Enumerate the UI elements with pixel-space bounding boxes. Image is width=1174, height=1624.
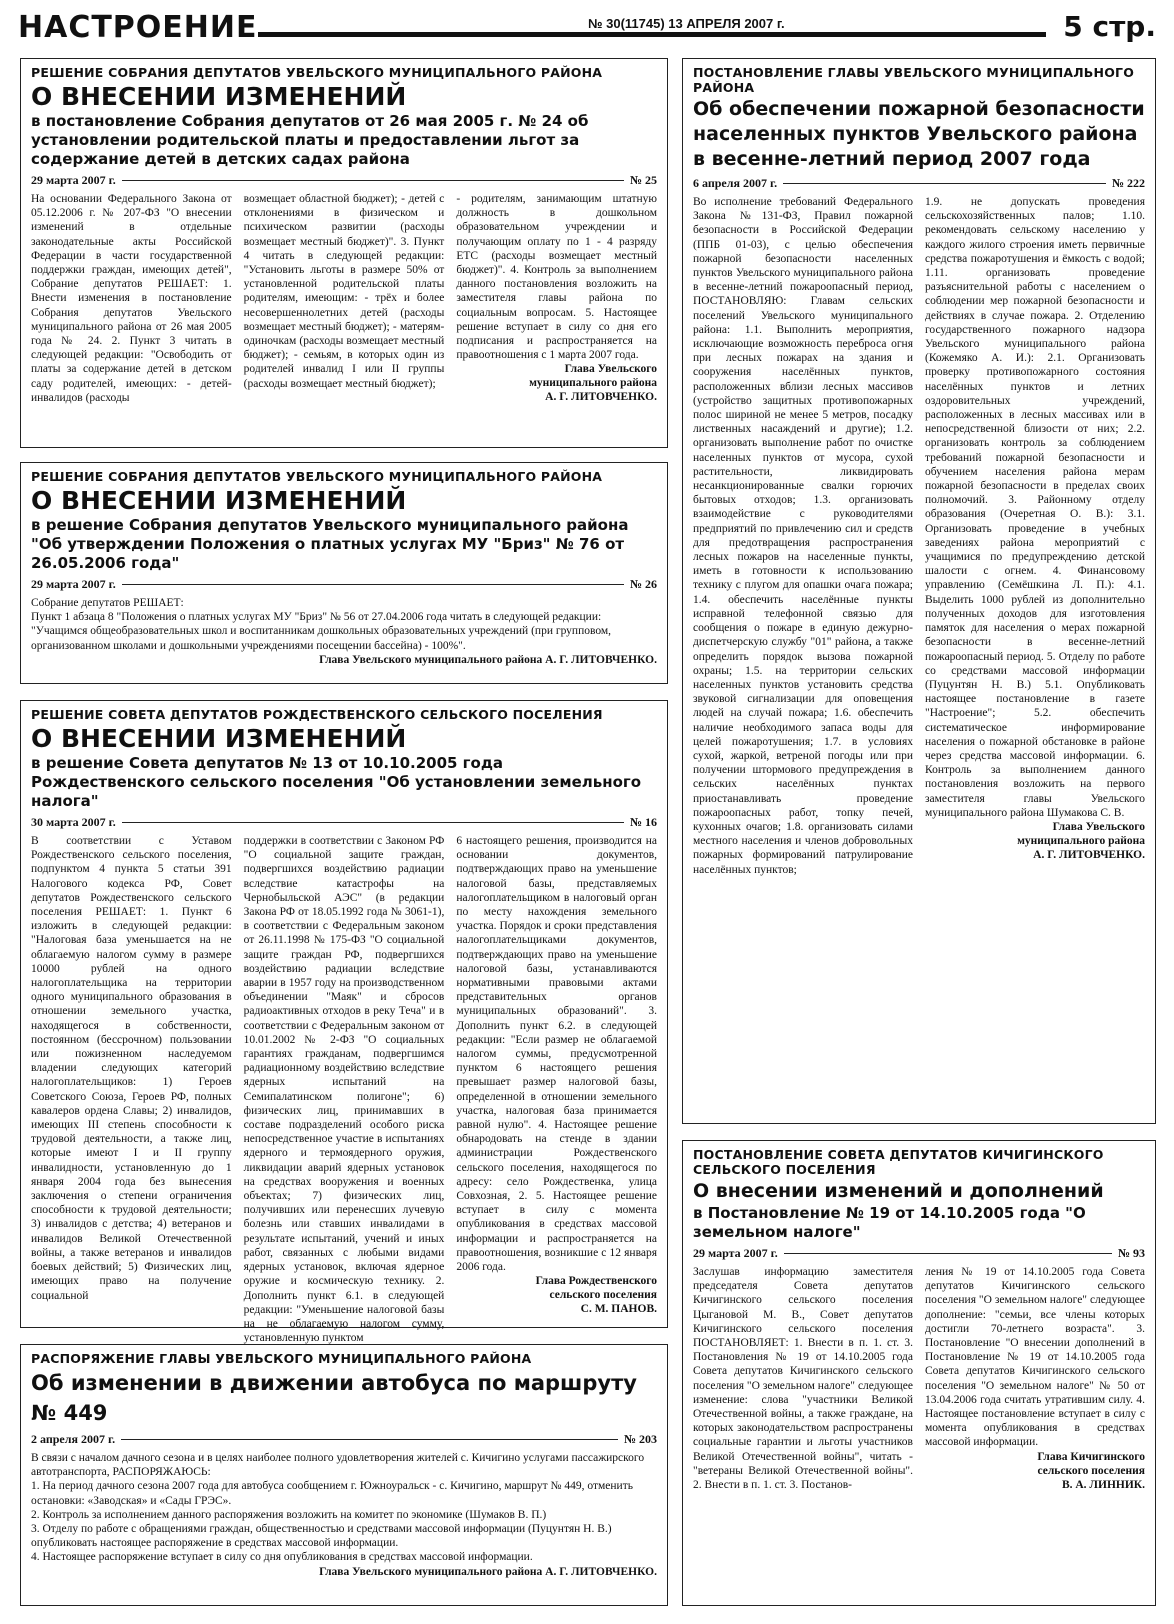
body-column [925, 195, 1145, 877]
article-subtitle: в Постановление № 19 от 14.10.2005 года "О земельном налоге" [693, 1204, 1086, 1241]
header-rule [258, 32, 1046, 37]
signature-line: сельского поселения [1037, 1464, 1145, 1477]
article-title: О ВНЕСЕНИИ ИЗМЕНЕНИЙ [31, 82, 407, 111]
signature [456, 1274, 657, 1316]
article-subtitle: в постановление Собрания депутатов от 26 мая 2005 г. № 24 об установлении родительской платы и предоставлении льгот за содержание детей в детских садах района [31, 112, 589, 168]
article-subtitle: в решение Собрания депутатов Увельского муниципального района "Об утверждении Положения о платных услугах МУ "Бриз" № 76 от 26.05.2006 года" [31, 516, 629, 572]
article-title: О ВНЕСЕНИИ ИЗМЕНЕНИЙ [31, 724, 407, 753]
body-column: Заслушав информацию заместителя председателя Совета депутатов Кичигинского сельского поселения Цыгановой М. В., Совет депутатов Кичигинского сельского поселения ПОСТАНОВЛЯЕТ: 1. Внести в п. 1. ст. 3. Постановления № 19 от 14.10.2005 года Совета депутатов Кичигинского сельского поселения "О земельном налоге" следующее изменение: слова "участники Великой Отечественной войны, а также граждане, на которых законодательством распространены социальные гарантии и льготы участников Великой Отечественной войны", читать - "ветераны Великой Отечественной войны". 2. Внести в п. 1. ст. 3. Постанов- [693, 1266, 913, 1492]
article-parental-fee [20, 58, 668, 448]
body-column: поддержки в соответствии с Законом РФ "О социальной защите граждан, подвергшихся воздействию радиации вследствие катастрофы на Чернобыльской АЭС" (в редакции Закона РФ от 18.05.1992 года № 3061-1), в соответствии с Федеральным законом от 26.11.1998 № 175-ФЗ "О социальной защите граждан РФ, подвергшихся воздействию радиации вследствие аварии в 1957 году на производственном объединении "Маяк" и сбросов радиоактивных отходов в реку Теча" и в соответствии с Федеральным законом от 10.01.2002 № 2-ФЗ "О социальных гарантиях гражданам, подвергшимся радиационному воздействию вследствие ядерных испытаний на Семипалатинском полигоне"; 6) физических лиц, принимавших в составе подразделений особого риска непосредственное участие в испытаниях ядерного и термоядерного оружия, ликвидации аварий ядерных установок на средствах вооружения и военных объектах; 7) физических лиц, получивших или перенесших лучевую болезнь или ставших инвалидами в результате испытаний, учений и иных работ, связанных с любыми видами ядерных установок, включая ядерное оружие и космическую технику. 2. Дополнить пункт 6.1. в следующей редакции: "Уменьшение налоговой базы на не облагаемую налогом сумму, установленную пунктом [243, 835, 445, 1345]
article-body [31, 192, 657, 405]
article-number: № 25 [629, 173, 657, 187]
article-number: № 93 [1117, 1246, 1145, 1260]
article-number: № 26 [629, 577, 657, 591]
article-date: 29 марта 2007 г. [31, 173, 116, 187]
article-subtitle: в решение Совета депутатов № 13 от 10.10.2005 года Рождественского сельского поселения "Об установлении земельного налога" [31, 754, 642, 810]
dateline [693, 176, 1145, 191]
signature [925, 820, 1145, 862]
signature-line: С. М. ПАНОВ. [580, 1303, 657, 1316]
article-bus-route-449 [20, 1344, 668, 1606]
article-body [693, 195, 1145, 877]
body-text: - родителям, занимающим штатную должность в дошкольном образовательном учреждении и получающим оплату по 1 - 4 разряду ЕТС (расходы возмещает местный бюджет)". 4. Контроль за выполнением данного постановления возложить на заместителя главы района по социальным вопросам. 5. Настоящее решение вступает в силу со дня его подписания и распространяется на правоотношения с 1 марта 2007 года. [456, 193, 657, 362]
article-date: 6 апреля 2007 г. [693, 176, 778, 190]
article-kicker: РАСПОРЯЖЕНИЕ ГЛАВЫ УВЕЛЬСКОГО МУНИЦИПАЛЬНОГО РАЙОНА [31, 1351, 532, 1366]
dateline [31, 577, 657, 592]
article-kicker: РЕШЕНИЕ СОБРАНИЯ ДЕПУТАТОВ УВЕЛЬСКОГО МУНИЦИПАЛЬНОГО РАЙОНА [31, 469, 603, 484]
article-date: 30 марта 2007 г. [31, 815, 116, 829]
dateline-rule [783, 183, 1106, 184]
signature: Глава Увельского муниципального района А. Г. ЛИТОВЧЕНКО. [319, 653, 657, 666]
article-land-tax-kichigino [682, 1140, 1156, 1606]
article-body [31, 596, 657, 667]
signature-line: А. Г. ЛИТОВЧЕНКО. [1033, 848, 1145, 861]
article-date: 29 марта 2007 г. [31, 577, 116, 591]
article-body [693, 1265, 1145, 1492]
dateline-rule [121, 1439, 618, 1440]
article-number: № 203 [623, 1432, 657, 1446]
article-title: Об обеспечении пожарной безопасности населенных пунктов Увельского района в весенне-летний период 2007 года [693, 98, 1145, 170]
signature: Глава Увельского муниципального района А. Г. ЛИТОВЧЕНКО. [319, 1565, 657, 1578]
article-kicker: РЕШЕНИЕ СОВЕТА ДЕПУТАТОВ РОЖДЕСТВЕНСКОГО СЕЛЬСКОГО ПОСЕЛЕНИЯ [31, 707, 603, 722]
signature-line: Глава Увельского [564, 363, 657, 376]
signature-line: муниципального района [1017, 834, 1145, 847]
body-paragraph: "Учащимся общеобразовательных школ и воспитанникам дошкольных образовательных учреждений (при групповом, организованном школами и дошкольными учреждениями посещении бассейна) - 100%". [31, 625, 612, 652]
body-paragraph: 1. На период дачного сезона 2007 года для автобуса сообщением г. Южноуральск - с. Кичигино, маршрут № 449, отменить остановки: «Заводская» и «Сады ГРЭС». [31, 1480, 633, 1507]
body-column [456, 192, 657, 405]
dateline [31, 173, 657, 188]
article-date: 2 апреля 2007 г. [31, 1432, 116, 1446]
body-paragraph: Пункт 1 абзаца 8 "Положения о платных услугах МУ "Бриз" № 56 от 27.04.2006 года читать в следующей редакции: [31, 611, 602, 624]
article-body [31, 1451, 657, 1579]
article-title: Об изменении в движении автобуса по маршруту № 449 [31, 1371, 637, 1425]
signature-line: Глава Увельского [1052, 820, 1145, 833]
body-column: Во исполнение требований Федерального Закона №131-ФЗ, Правил пожарной безопасности в Российской Федерации (ППБ 01-03), с целью обеспечения пожарной безопасности населенных пунктов Увельского муниципального района в весенне-летний пожароопасный период, ПОСТАНОВЛЯЮ: Главам сельских поселений Увельского муниципального района: 1.1. Выполнить мероприятия, исключающие возможность переброса огня при лесных пожарах на здания и сооружения населённых пунктов, расположенных вблизи лесных массивов (устройство защитных противопожарных полос шириной не менее 5 метров, посадку лиственных насаждений и другие); 1.2. организовать выполнение работ по очистке населенных пунктов от мусора, сухой растительности, ликвидировать несанкционированные свалки горючих бытовых отходов; 1.3. организовать взаимодействие с руководителями предприятий по привлечению сил и средств для предотвращения распространения лесных пожаров на населенные пункты, иметь в готовности к использованию технику с плугом для опашки очага пожара; 1.4. обеспечить населённые пункты исправной телефонной связью для сообщения о пожаре в единую дежурно-диспетчерскую службу "01" района, а также определить порядок вызова пожарной охраны; 1.5. на территории сельских населенных пунктов установить средства звуковой сигнализации для оповещения людей на случай пожара; 1.6. обеспечить наличие необходимого запаса воды для целей пожаротушения; 1.7. в условиях сухой, жаркой, ветреной погоды или при получении штормового предупреждения в сельских населённых пунктах приостанавливать проведение пожароопасных работ, топку печей, кухонных очагов; 1.8. организовать силами местного населения и членов добровольных пожарных формирований патрулирование населённых пунктов; [693, 196, 913, 876]
article-land-tax-rozhdestvenka [20, 700, 668, 1345]
signature [925, 1450, 1145, 1492]
body-paragraph: Собрание депутатов РЕШАЕТ: [31, 597, 184, 609]
article-briz-services [20, 462, 668, 684]
signature-line: сельского поселения [549, 1289, 657, 1302]
body-column [456, 834, 657, 1345]
article-kicker: ПОСТАНОВЛЕНИЕ СОВЕТА ДЕПУТАТОВ КИЧИГИНСКОГО СЕЛЬСКОГО ПОСЕЛЕНИЯ [693, 1147, 1104, 1177]
article-number: № 16 [629, 815, 657, 829]
dateline-rule [122, 584, 624, 585]
article-title: О ВНЕСЕНИИ ИЗМЕНЕНИЙ [31, 486, 407, 515]
signature-line: муниципального района [529, 377, 657, 390]
article-number: № 222 [1111, 176, 1145, 190]
body-text: ления № 19 от 14.10.2005 года Совета депутатов Кичигинского сельского поселения "О земельном налоге" следующее дополнение: "семьи, все члены которых достигли 70-летнего возраста". 3. Постановление "О внесении дополнений в Постановление № 19 от 14.10.2005 года Совета депутатов Кичигинского сельского поселения "О земельном налоге" № 50 от 13.04.2006 года считать утратившим силу. 4. Настоящее постановление вступает в силу с момента опубликования в средствах массовой информации. [925, 1266, 1145, 1449]
dateline-rule [122, 180, 624, 181]
masthead: НАСТРОЕНИЕ [18, 10, 258, 45]
body-paragraph: 4. Настоящее распоряжение вступает в силу со дня опубликования в средствах массовой информации. [31, 1551, 533, 1564]
body-paragraph: В связи с началом дачного сезона и в целях наиболее полного удовлетворения жителей с. Кичигино услугами пассажирского автотранспорта, РАСПОРЯЖАЮСЬ: [31, 1452, 645, 1479]
dateline-rule [784, 1253, 1112, 1254]
dateline-rule [122, 822, 624, 823]
body-paragraph: 3. Отделу по работе с обращениями граждан, общественностью и средствами массовой информации (Пуцунтян Н. В.) опубликовать настоящее распоряжение в средствах массовой информации. [31, 1523, 612, 1550]
article-kicker: ПОСТАНОВЛЕНИЕ ГЛАВЫ УВЕЛЬСКОГО МУНИЦИПАЛЬНОГО РАЙОНА [693, 65, 1135, 95]
article-title: О внесении изменений и дополнений [693, 1180, 1104, 1202]
dateline [31, 1432, 657, 1447]
article-date: 29 марта 2007 г. [693, 1246, 778, 1260]
body-text: 1.9. не допускать проведения сельскохозяйственных палов; 1.10. рекомендовать сельскому населению у каждого жилого строения иметь первичные средства пожаротушения и ёмкость с водой; 1.11. организовать проведение разъяснительной работы с населением о соблюдении мер пожарной безопасности и действиях в случае пожара. 2. Отделению государственного пожарного надзора Увельского муниципального района (Кожемяко А. И.): 2.1. Организовать проверку противопожарного состояния населённых пунктов и летних оздоровительных учреждений, расположенных в лесных массивах или в непосредственной близости от них; 2.2. организовать контроль за соблюдением требований пожарной безопасности и обучением населения района мерам пожарной безопасности в пределах своих полномочий. 3. Районному отделу образования (Очеретная О. В.): 3.1. Организовать проведение в учебных заведениях района мероприятий с учащимися по предупреждению детской шалости с огнем. 4. Финансовому управлению (Семёшкина Л. П.): 4.1. Выделить 1000 рублей из дополнительно полученных доходов для изготовления памяток для населения о мерах пожарной безопасности в весенне-летний пожароопасный период. 5. Отделу по работе со средствами массовой информации (Пуцунтян Н. В.) 5.1. Опубликовать настоящее постановление в газете "Настроение"; 5.2. обеспечить систематическое информирование населения о пожарной обстановке в районе через средства массовой информации. 6. Контроль за выполнением данного постановления возложить на первого заместителя главы Увельского муниципального района Шумакова С. В. [925, 196, 1145, 819]
signature-line: Глава Рождественского [535, 1275, 657, 1288]
article-kicker: РЕШЕНИЕ СОБРАНИЯ ДЕПУТАТОВ УВЕЛЬСКОГО МУНИЦИПАЛЬНОГО РАЙОНА [31, 65, 603, 80]
signature [456, 362, 657, 404]
signature-line: Глава Кичигинского [1037, 1450, 1145, 1463]
issue-line: № 30(11745) 13 АПРЕЛЯ 2007 г. [588, 16, 785, 31]
dateline [31, 815, 657, 830]
body-text: 6 настоящего решения, производится на основании документов, подтверждающих право на уменьшение налоговой базы, представляемых налогоплательщиком в налоговый орган по месту нахождения земельного участка. Порядок и сроки представления налогоплательщиками документов, подтверждающих право на уменьшение налоговой базы, устанавливаются нормативными правовыми актами представительных органов муниципальных образований". 3. Дополнить пункт 6.2. в следующей редакции: "Если размер не облагаемой налогом суммы, предусмотренной пунктом 6 настоящего решения превышает размер налоговой базы, определенной в отношении земельного участка, налоговая база принимается равной нулю". 4. Настоящее решение обнародовать на стенде в здании администрации Рождественского сельского поселения, находящегося по адресу: село Рождественка, улица Совхозная, 2. 5. Настоящее решение вступает в силу с момента опубликования в средствах массовой информации и распространяется на правоотношения, возникшие с 12 января 2006 года. [456, 835, 657, 1274]
dateline [693, 1246, 1145, 1261]
body-column [925, 1265, 1145, 1492]
page-header [18, 10, 1156, 48]
signature-line: В. А. ЛИННИК. [1061, 1478, 1145, 1491]
body-column: На основании Федерального Закона от 05.12.2006 г. № 207-ФЗ "О внесении изменений в отдельные законодательные акты Российской Федерации в части государственной поддержки граждан, имеющих детей", Собрание депутатов РЕШАЕТ: 1. Внести изменения в постановление Собрания депутатов Увельского муниципального района от 26 мая 2005 года № 24. 2. Пункт 3 читать в следующей редакции: "Освободить от платы за содержание детей в детском саду родителей, имеющих: - детей-инвалидов (расходы [31, 193, 232, 404]
body-column: В соответствии с Уставом Рождественского сельского поселения, подпунктом 4 пункта 5 статьи 391 Налогового кодекса РФ, Совет депутатов Рождественского сельского поселения РЕШАЕТ: 1. Пункт 6 изложить в следующей редакции: "Налоговая база уменьшается на не облагаемую налогом сумму в размере 10000 рублей на одного налогоплательщика на территории одного муниципального образования в отношении земельного участка, находящегося в собственности, постоянном (бессрочном) пользовании или пожизненном наследуемом владении следующих категорий налогоплательщиков: 1) Героев Советского Союза, Героев РФ, полных кавалеров ордена Славы; 2) инвалидов, имеющих III степень способности к трудовой деятельности, а также лиц, которые имеют I и II группу инвалидности, установленную до 1 января 2004 года без вынесения заключения о степени ограничения способности к трудовой деятельности; 3) инвалидов с детства; 4) ветеранов и инвалидов Великой Отечественной войны, а также ветеранов и инвалидов боевых действий; 5) Физических лиц, имеющих право на получение социальной [31, 835, 232, 1302]
body-column: возмещает областной бюджет); - детей с отклонениями в физическом и психическом развитии (расходы возмещает местный бюджет)". 3. Пункт 4 читать в следующей редакции: "Установить льготы в размере 50% от установленной родительской платы родителям, имеющим: - трёх и более несовершеннолетних детей (расходы возмещает местный бюджет); - матерям-одиночкам (расходы возмещает местный бюджет); - семьям, в которых один из родителей инвалид I или II группы (расходы возмещает местный бюджет); [243, 193, 445, 390]
signature-line: А. Г. ЛИТОВЧЕНКО. [545, 391, 657, 404]
body-paragraph: 2. Контроль за исполнением данного распоряжения возложить на комитет по экономике (Шумаков В. П.) [31, 1508, 547, 1521]
article-body [31, 834, 657, 1345]
article-fire-safety [682, 58, 1156, 1124]
page-number: 5 стр. [1063, 10, 1156, 43]
